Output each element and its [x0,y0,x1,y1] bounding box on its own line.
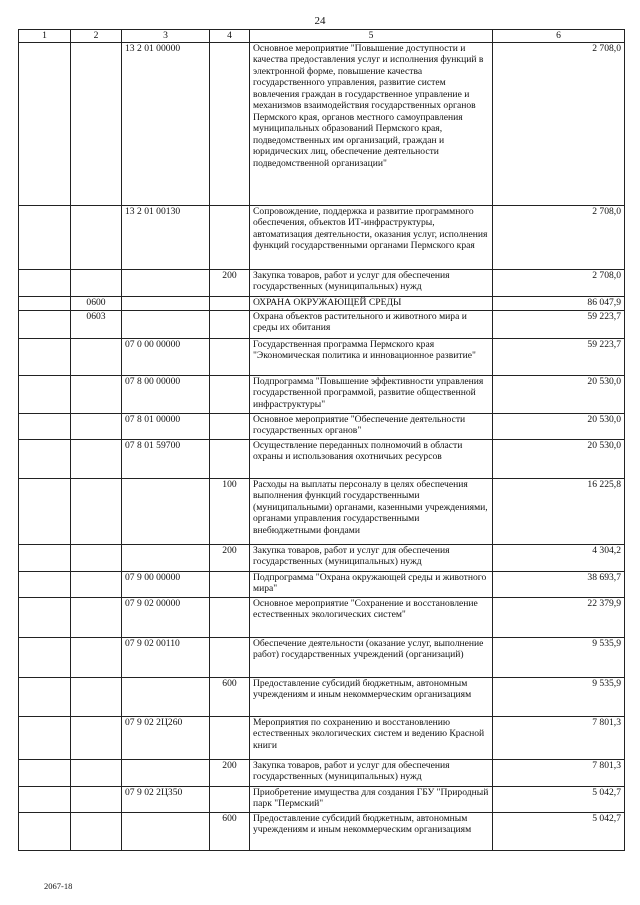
table-cell-c2 [71,812,122,850]
table-cell-c5: Охрана объектов растительного и животного мира и среды их обитания [250,310,493,338]
table-cell-c6: 2 708,0 [493,42,625,205]
table-cell-c4 [210,296,250,310]
table-cell-c1 [19,677,71,716]
table-cell-c5: Государственная программа Пермского края "Экономическая политика и инновационное развитие" [250,338,493,375]
table-row [19,338,625,375]
table-cell-c3: 07 8 00 00000 [122,375,210,413]
table-cell-c3: 07 9 02 2Ц350 [122,786,210,812]
table-cell-c6: 2 708,0 [493,205,625,269]
table-cell-c2 [71,413,122,439]
table-cell-c3 [122,544,210,571]
table-cell-c1 [19,413,71,439]
table-cell-c2 [71,338,122,375]
table-cell-c6: 22 379,9 [493,597,625,637]
table-cell-c6: 2 708,0 [493,269,625,296]
table-cell-c4 [210,413,250,439]
table-cell-c1 [19,478,71,544]
table-cell-c1 [19,637,71,677]
column-header: 1 [19,30,71,43]
table-cell-c3 [122,812,210,850]
table-cell-c3: 07 0 00 00000 [122,338,210,375]
table-cell-c6: 7 801,3 [493,759,625,786]
table-cell-c5: Предоставление субсидий бюджетным, автономным учреждениям и иным некоммерческим организациям [250,677,493,716]
table-cell-c3 [122,269,210,296]
table-cell-c5: Закупка товаров, работ и услуг для обеспечения государственных (муниципальных) нужд [250,759,493,786]
column-header: 2 [71,30,122,43]
table-cell-c2 [71,478,122,544]
table-cell-c1 [19,42,71,205]
table-cell-c2 [71,786,122,812]
table-cell-c1 [19,338,71,375]
table-cell-c3: 07 9 00 00000 [122,571,210,597]
table-row [19,439,625,478]
table-row [19,571,625,597]
table-cell-c4: 600 [210,812,250,850]
table-cell-c5: Расходы на выплаты персоналу в целях обеспечения выполнения функций государственными (муниципальными) органами, казенными учреждениями, органами управления государственными внебюджетными фондами [250,478,493,544]
table-cell-c5: Закупка товаров, работ и услуг для обеспечения государственных (муниципальных) нужд [250,269,493,296]
table-row [19,413,625,439]
table-cell-c1 [19,786,71,812]
table-cell-c6: 20 530,0 [493,413,625,439]
column-header: 4 [210,30,250,43]
table-cell-c4: 600 [210,677,250,716]
table-cell-c1 [19,375,71,413]
table-cell-c5: ОХРАНА ОКРУЖАЮЩЕЙ СРЕДЫ [250,296,493,310]
document-code: 2067-18 [44,881,73,891]
table-cell-c4 [210,42,250,205]
table-cell-c4 [210,205,250,269]
table-cell-c1 [19,439,71,478]
table-cell-c3 [122,296,210,310]
table-cell-c5: Предоставление субсидий бюджетным, автономным учреждениям и иным некоммерческим организациям [250,812,493,850]
table-cell-c2 [71,677,122,716]
table-cell-c3 [122,759,210,786]
table-cell-c2 [71,269,122,296]
table-cell-c2 [71,571,122,597]
table-cell-c2 [71,375,122,413]
table-cell-c4 [210,338,250,375]
table-cell-c2 [71,439,122,478]
table-cell-c3: 13 2 01 00130 [122,205,210,269]
table-cell-c5: Подпрограмма "Охрана окружающей среды и животного мира" [250,571,493,597]
table-row [19,637,625,677]
table-cell-c5: Сопровождение, поддержка и развитие программного обеспечения, объектов ИТ-инфраструктуры, автоматизация деятельности, оказания услуг, исполнения функций государственными органами Пермского края [250,205,493,269]
table-row [19,544,625,571]
table-cell-c4: 200 [210,544,250,571]
table-cell-c6: 86 047,9 [493,296,625,310]
table-cell-c4: 200 [210,759,250,786]
table-row [19,205,625,269]
table-cell-c5: Осуществление переданных полномочий в области охраны и использования охотничьих ресурсов [250,439,493,478]
table-cell-c4: 200 [210,269,250,296]
table-row [19,677,625,716]
table-row [19,42,625,205]
column-header: 6 [493,30,625,43]
table-cell-c3: 07 9 02 2Ц260 [122,716,210,759]
table-cell-c3: 13 2 01 00000 [122,42,210,205]
table-cell-c5: Приобретение имущества для создания ГБУ "Природный парк "Пермский" [250,786,493,812]
table-cell-c6: 59 223,7 [493,310,625,338]
table-cell-c5: Основное мероприятие "Сохранение и восстановление естественных экологических систем" [250,597,493,637]
table-row [19,597,625,637]
table-cell-c6: 7 801,3 [493,716,625,759]
table-cell-c5: Основное мероприятие "Повышение доступности и качества предоставления услуг и исполнения функций в электронной форме, повышение качества государственного управления, развитие систем вовлечения граждан в государственное управление и механизмов взаимодействия государственных органов Пермского края, органов местного самоуправления муниципальных образований Пермского края, подведомственных им организаций, граждан и юридических лиц, обеспечение деятельности подведомственной организации" [250,42,493,205]
table-cell-c4 [210,571,250,597]
table-cell-c1 [19,571,71,597]
table-row [19,786,625,812]
table-cell-c5: Закупка товаров, работ и услуг для обеспечения государственных (муниципальных) нужд [250,544,493,571]
table-row [19,478,625,544]
table-cell-c4 [210,637,250,677]
table-cell-c6: 38 693,7 [493,571,625,597]
table-cell-c2 [71,544,122,571]
table-cell-c2: 0603 [71,310,122,338]
table-row [19,296,625,310]
table-cell-c6: 20 530,0 [493,375,625,413]
table-row [19,269,625,296]
table-cell-c2: 0600 [71,296,122,310]
table-cell-c2 [71,42,122,205]
table-cell-c6: 5 042,7 [493,786,625,812]
table-cell-c1 [19,716,71,759]
table-cell-c2 [71,759,122,786]
table-cell-c1 [19,310,71,338]
table-cell-c6: 9 535,9 [493,637,625,677]
table-cell-c6: 4 304,2 [493,544,625,571]
table-cell-c5: Обеспечение деятельности (оказание услуг, выполнение работ) государственных учреждений (организаций) [250,637,493,677]
table-cell-c1 [19,544,71,571]
table-cell-c2 [71,597,122,637]
page-number: 24 [314,15,326,27]
column-header: 5 [250,30,493,43]
table-cell-c3: 07 8 01 00000 [122,413,210,439]
table-cell-c6: 9 535,9 [493,677,625,716]
table-row [19,310,625,338]
table-cell-c1 [19,296,71,310]
table-cell-c4 [210,310,250,338]
table-cell-c6: 16 225,8 [493,478,625,544]
table-cell-c6: 20 530,0 [493,439,625,478]
table-cell-c2 [71,637,122,677]
table-cell-c2 [71,716,122,759]
table-cell-c4: 100 [210,478,250,544]
column-header: 3 [122,30,210,43]
table-cell-c1 [19,205,71,269]
table-cell-c4 [210,716,250,759]
table-cell-c3: 07 8 01 59700 [122,439,210,478]
table-cell-c5: Основное мероприятие "Обеспечение деятельности государственных органов" [250,413,493,439]
column-number-row [19,30,625,43]
table-cell-c4 [210,375,250,413]
table-row [19,375,625,413]
table-cell-c3 [122,478,210,544]
table-cell-c2 [71,205,122,269]
table-cell-c6: 5 042,7 [493,812,625,850]
table-cell-c6: 59 223,7 [493,338,625,375]
table-cell-c4 [210,439,250,478]
table-cell-c3: 07 9 02 00000 [122,597,210,637]
table-cell-c5: Подпрограмма "Повышение эффективности управления государственной программой, развитие общественной инфраструктуры" [250,375,493,413]
table-cell-c5: Мероприятия по сохранению и восстановлению естественных экологических систем и ведению Красной книги [250,716,493,759]
table-cell-c1 [19,759,71,786]
table-cell-c3: 07 9 02 00110 [122,637,210,677]
table-row [19,759,625,786]
table-row [19,812,625,850]
table-cell-c4 [210,597,250,637]
table-cell-c4 [210,786,250,812]
table-cell-c3 [122,310,210,338]
table-cell-c1 [19,812,71,850]
table-row [19,716,625,759]
budget-table [18,29,625,851]
table-cell-c1 [19,269,71,296]
table-cell-c1 [19,597,71,637]
table-cell-c3 [122,677,210,716]
